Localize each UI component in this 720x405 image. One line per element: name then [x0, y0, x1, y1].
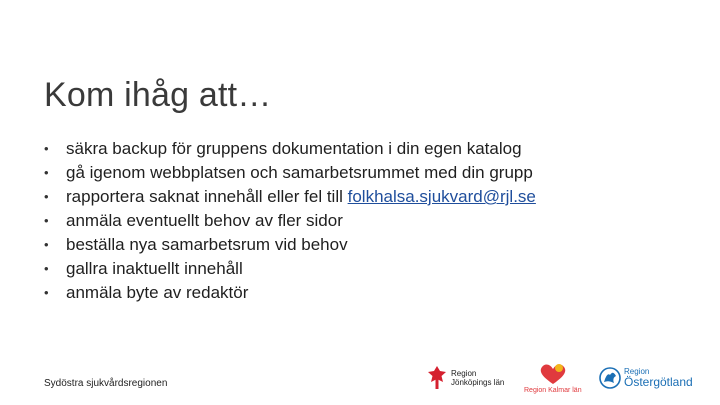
bullet-symbol: • [44, 213, 49, 228]
bullet-symbol: • [44, 165, 49, 180]
bullet-text: anmäla eventuellt behov av fler sidor [66, 211, 343, 230]
bullet-symbol: • [44, 237, 49, 252]
bullet-text: gå igenom webbplatsen och samarbetsrummet med din grupp [66, 163, 533, 182]
bullet-text-prefix: rapportera saknat innehåll eller fel till [66, 187, 348, 206]
bullet-text [66, 185, 536, 209]
jonkoping-emblem-icon [426, 365, 448, 391]
bullet-symbol: • [44, 141, 49, 156]
region-kalmar-logo [524, 362, 582, 395]
bullet-symbol: • [44, 285, 49, 300]
email-link[interactable]: folkhalsa.sjukvard@rjl.se [347, 187, 536, 206]
kalmar-heart-icon [535, 362, 571, 386]
jonkoping-logo-line1: Region [451, 369, 477, 378]
ostergotland-griffin-icon [598, 366, 622, 390]
region-jonkoping-logo [426, 365, 504, 391]
bullet-text: anmäla byte av redaktör [66, 283, 249, 302]
ostergotland-logo-line1: Region [624, 367, 650, 376]
footer-region-text: Sydöstra sjukvårdsregionen [44, 378, 168, 389]
ostergotland-logo-line2: Östergötland [624, 375, 693, 389]
slide-title: Kom ihåg att… [44, 76, 272, 114]
jonkoping-logo-line2: Jönköpings län [451, 378, 505, 387]
bullet-text: säkra backup för gruppens dokumentation i din egen katalog [66, 139, 522, 158]
kalmar-logo-text: Region Kalmar län [524, 387, 582, 394]
bullet-text: gallra inaktuellt innehåll [66, 259, 243, 278]
region-ostergotland-logo [598, 366, 693, 390]
bullet-symbol: • [44, 189, 49, 204]
bullet-symbol: • [44, 261, 49, 276]
bullet-text: beställa nya samarbetsrum vid behov [66, 235, 348, 254]
